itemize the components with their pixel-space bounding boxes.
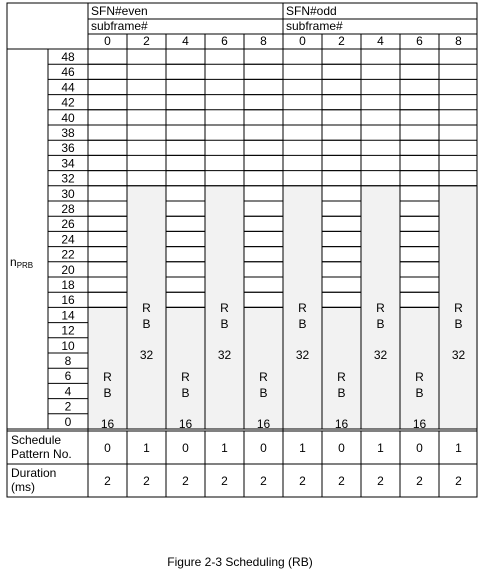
footer-row-label: Duration	[11, 466, 57, 480]
prb-tick-label: 8	[64, 354, 72, 368]
rb-label-letter: B	[298, 317, 307, 331]
nprb-subscript: PRB	[16, 261, 34, 270]
rb-label-letter: R	[220, 301, 229, 315]
rb-count-label: 16	[256, 417, 271, 431]
subframe-number: 8	[260, 34, 267, 48]
subframe-number: 6	[221, 34, 228, 48]
allocated-block	[322, 307, 361, 429]
subframe-number: 0	[299, 34, 306, 48]
rb-label-letter: B	[142, 317, 151, 331]
subframe-number: 0	[104, 34, 111, 48]
rb-count-label: 16	[412, 417, 427, 431]
duration-value: 2	[104, 474, 111, 488]
rb-count-label: 32	[139, 348, 154, 362]
subframe-number: 4	[182, 34, 189, 48]
prb-tick-label: 24	[61, 232, 75, 247]
prb-tick-label: 26	[61, 217, 75, 232]
schedule-pattern-value: 1	[221, 441, 228, 455]
duration-value: 2	[338, 474, 345, 488]
prb-tick-label: 30	[61, 186, 75, 201]
schedule-pattern-value: 1	[377, 441, 384, 455]
footer-row-label: Pattern No.	[11, 447, 72, 461]
rb-count-label: 32	[451, 348, 466, 362]
duration-value: 2	[221, 474, 228, 488]
schedule-pattern-value: 0	[182, 441, 189, 455]
rb-count-label: 32	[217, 348, 232, 362]
prb-tick-label: 14	[61, 308, 75, 323]
prb-tick-label: 36	[61, 141, 75, 156]
footer-row-label: (ms)	[11, 480, 35, 494]
subframe-number: 2	[338, 34, 345, 48]
prb-tick-label: 0	[64, 414, 72, 429]
subframe-number: 6	[416, 34, 423, 48]
sfn-label: SFN#odd	[286, 4, 337, 18]
allocated-block	[244, 307, 283, 429]
rb-label-letter: B	[220, 317, 229, 331]
duration-value: 2	[260, 474, 267, 488]
prb-tick-label: 46	[61, 65, 75, 80]
rb-label-letter: R	[454, 301, 463, 315]
schedule-pattern-value: 0	[338, 441, 345, 455]
figure-caption: Figure 2-3 Scheduling (RB)	[167, 555, 313, 569]
allocated-block	[166, 307, 205, 429]
prb-tick-label: 10	[61, 338, 75, 353]
rb-label-letter: R	[103, 370, 112, 384]
prb-tick-label: 22	[61, 247, 75, 262]
schedule-pattern-value: 0	[260, 441, 267, 455]
rb-label-letter: R	[298, 301, 307, 315]
rb-label-letter: R	[259, 370, 268, 384]
nprb-label: nPRB	[10, 255, 34, 270]
duration-value: 2	[143, 474, 150, 488]
rb-label-letter: R	[415, 370, 424, 384]
rb-count-label: 16	[334, 417, 349, 431]
prb-tick-label: 34	[61, 156, 75, 171]
rb-label-letter: B	[103, 386, 112, 400]
prb-tick-label: 20	[61, 262, 75, 277]
prb-tick-label: 4	[64, 384, 72, 399]
prb-tick-label: 6	[64, 369, 72, 384]
rb-count-label: 16	[178, 417, 193, 431]
prb-tick-label: 18	[61, 278, 75, 292]
subframe-number: 2	[143, 34, 150, 48]
rb-label-letter: R	[142, 301, 151, 315]
rb-label-letter: B	[454, 317, 463, 331]
schedule-pattern-value: 0	[104, 441, 111, 455]
duration-value: 2	[377, 474, 384, 488]
duration-value: 2	[182, 474, 189, 488]
allocated-block	[88, 307, 127, 429]
schedule-pattern-value: 1	[299, 441, 306, 455]
rb-label-letter: R	[337, 370, 346, 384]
prb-tick-label: 42	[61, 95, 75, 110]
allocated-block	[400, 307, 439, 429]
rb-label-letter: B	[259, 386, 268, 400]
rb-label-letter: R	[181, 370, 190, 384]
subframe-number: 4	[377, 34, 384, 48]
prb-tick-label: 2	[64, 399, 72, 414]
rb-count-label: 32	[295, 348, 310, 362]
footer-row-label: Schedule	[11, 433, 62, 447]
prb-tick-label: 44	[61, 80, 75, 95]
schedule-pattern-value: 0	[416, 441, 423, 455]
duration-value: 2	[455, 474, 462, 488]
rb-label-letter: B	[415, 386, 424, 400]
subframe-label: subframe#	[91, 19, 148, 33]
rb-count-label: 16	[100, 417, 115, 431]
rb-label-letter: B	[337, 386, 346, 400]
rb-label-letter: B	[376, 317, 385, 331]
rb-label-letter: R	[376, 301, 385, 315]
prb-tick-label: 12	[61, 323, 75, 338]
schedule-pattern-value: 1	[455, 441, 462, 455]
subframe-number: 8	[455, 34, 462, 48]
duration-value: 2	[299, 474, 306, 488]
subframe-label: subframe#	[286, 19, 343, 33]
prb-tick-label: 38	[61, 126, 75, 140]
prb-tick-label: 40	[61, 110, 75, 125]
rb-label-letter: B	[181, 386, 190, 400]
duration-value: 2	[416, 474, 423, 488]
prb-tick-label: 32	[61, 171, 75, 186]
rb-count-label: 32	[373, 348, 388, 362]
prb-tick-label: 16	[61, 293, 75, 308]
prb-tick-label: 48	[61, 50, 75, 64]
schedule-pattern-value: 1	[143, 441, 150, 455]
prb-tick-label: 28	[61, 202, 75, 216]
sfn-label: SFN#even	[91, 4, 148, 18]
